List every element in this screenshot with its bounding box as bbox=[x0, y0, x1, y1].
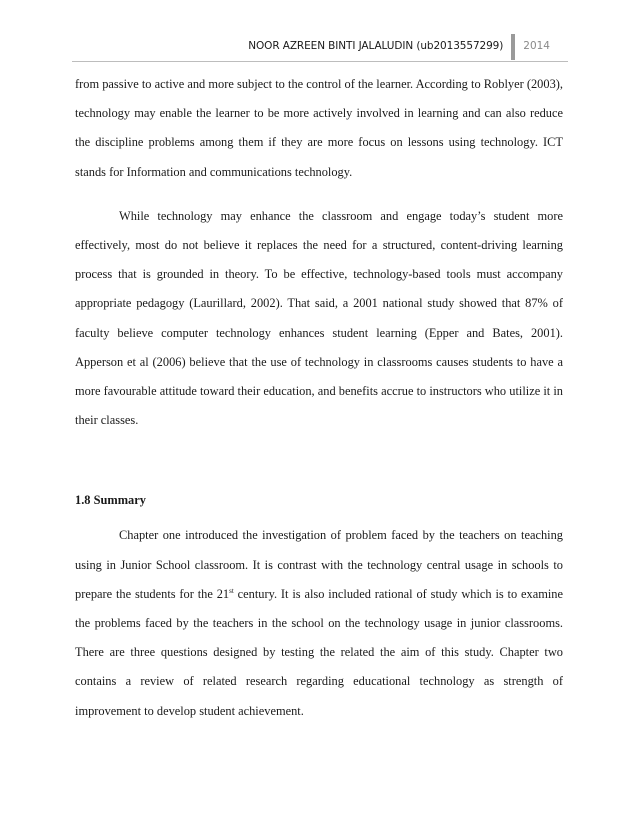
page-header bbox=[248, 36, 550, 58]
document-body bbox=[75, 70, 563, 726]
paragraph-3-part-2: century. It is also included rational of study which is to examine the problems faced by the teachers in the school on the technology usage in junior classrooms. There are three questions designed by testing the related the aim of this study. Chapter two contains a review of related research regarding educational technology as strength of improvement to develop student achievement. bbox=[75, 586, 564, 718]
section-heading: 1.8 Summary bbox=[75, 493, 146, 508]
header-author: NOOR AZREEN BINTI JALALUDIN (ub2013557299) bbox=[248, 40, 504, 52]
header-year: 2014 bbox=[523, 40, 550, 52]
paragraph-1: from passive to active and more subject to the control of the learner. According to Roblyer (2003), technology may enable the learner to be more actively involved in learning and can also reduce the discipline problems among them if they are more focus on lessons using technology. ICT stands for Information and communications technology. bbox=[75, 77, 563, 179]
ordinal-superscript: st bbox=[229, 586, 234, 595]
paragraph-3-part-1: Chapter one introduced the investigation of problem faced by the teachers on teaching using in Junior School classroom. It is contrast with the technology central usage in schools to prepare the students for the 21 bbox=[75, 528, 563, 601]
paragraph-2: While technology may enhance the classroom and engage today’s student more effectively, most do not believe it replaces the need for a structured, content-driving learning process that is grounded in theory. To be effective, technology-based tools must accompany appropriate pedagogy (Laurillard, 2002). That said, a 2001 national study showed that 87% of faculty believe computer technology enhances student learning (Epper and Bates, 2001). Apperson et al (2006) believe that the use of technology in classrooms causes students to have a more favourable attitude toward their education, and benefits accrue to instructors who utilize it in their classes. bbox=[75, 208, 563, 428]
header-rule bbox=[72, 61, 568, 62]
paragraph-3 bbox=[75, 521, 563, 725]
